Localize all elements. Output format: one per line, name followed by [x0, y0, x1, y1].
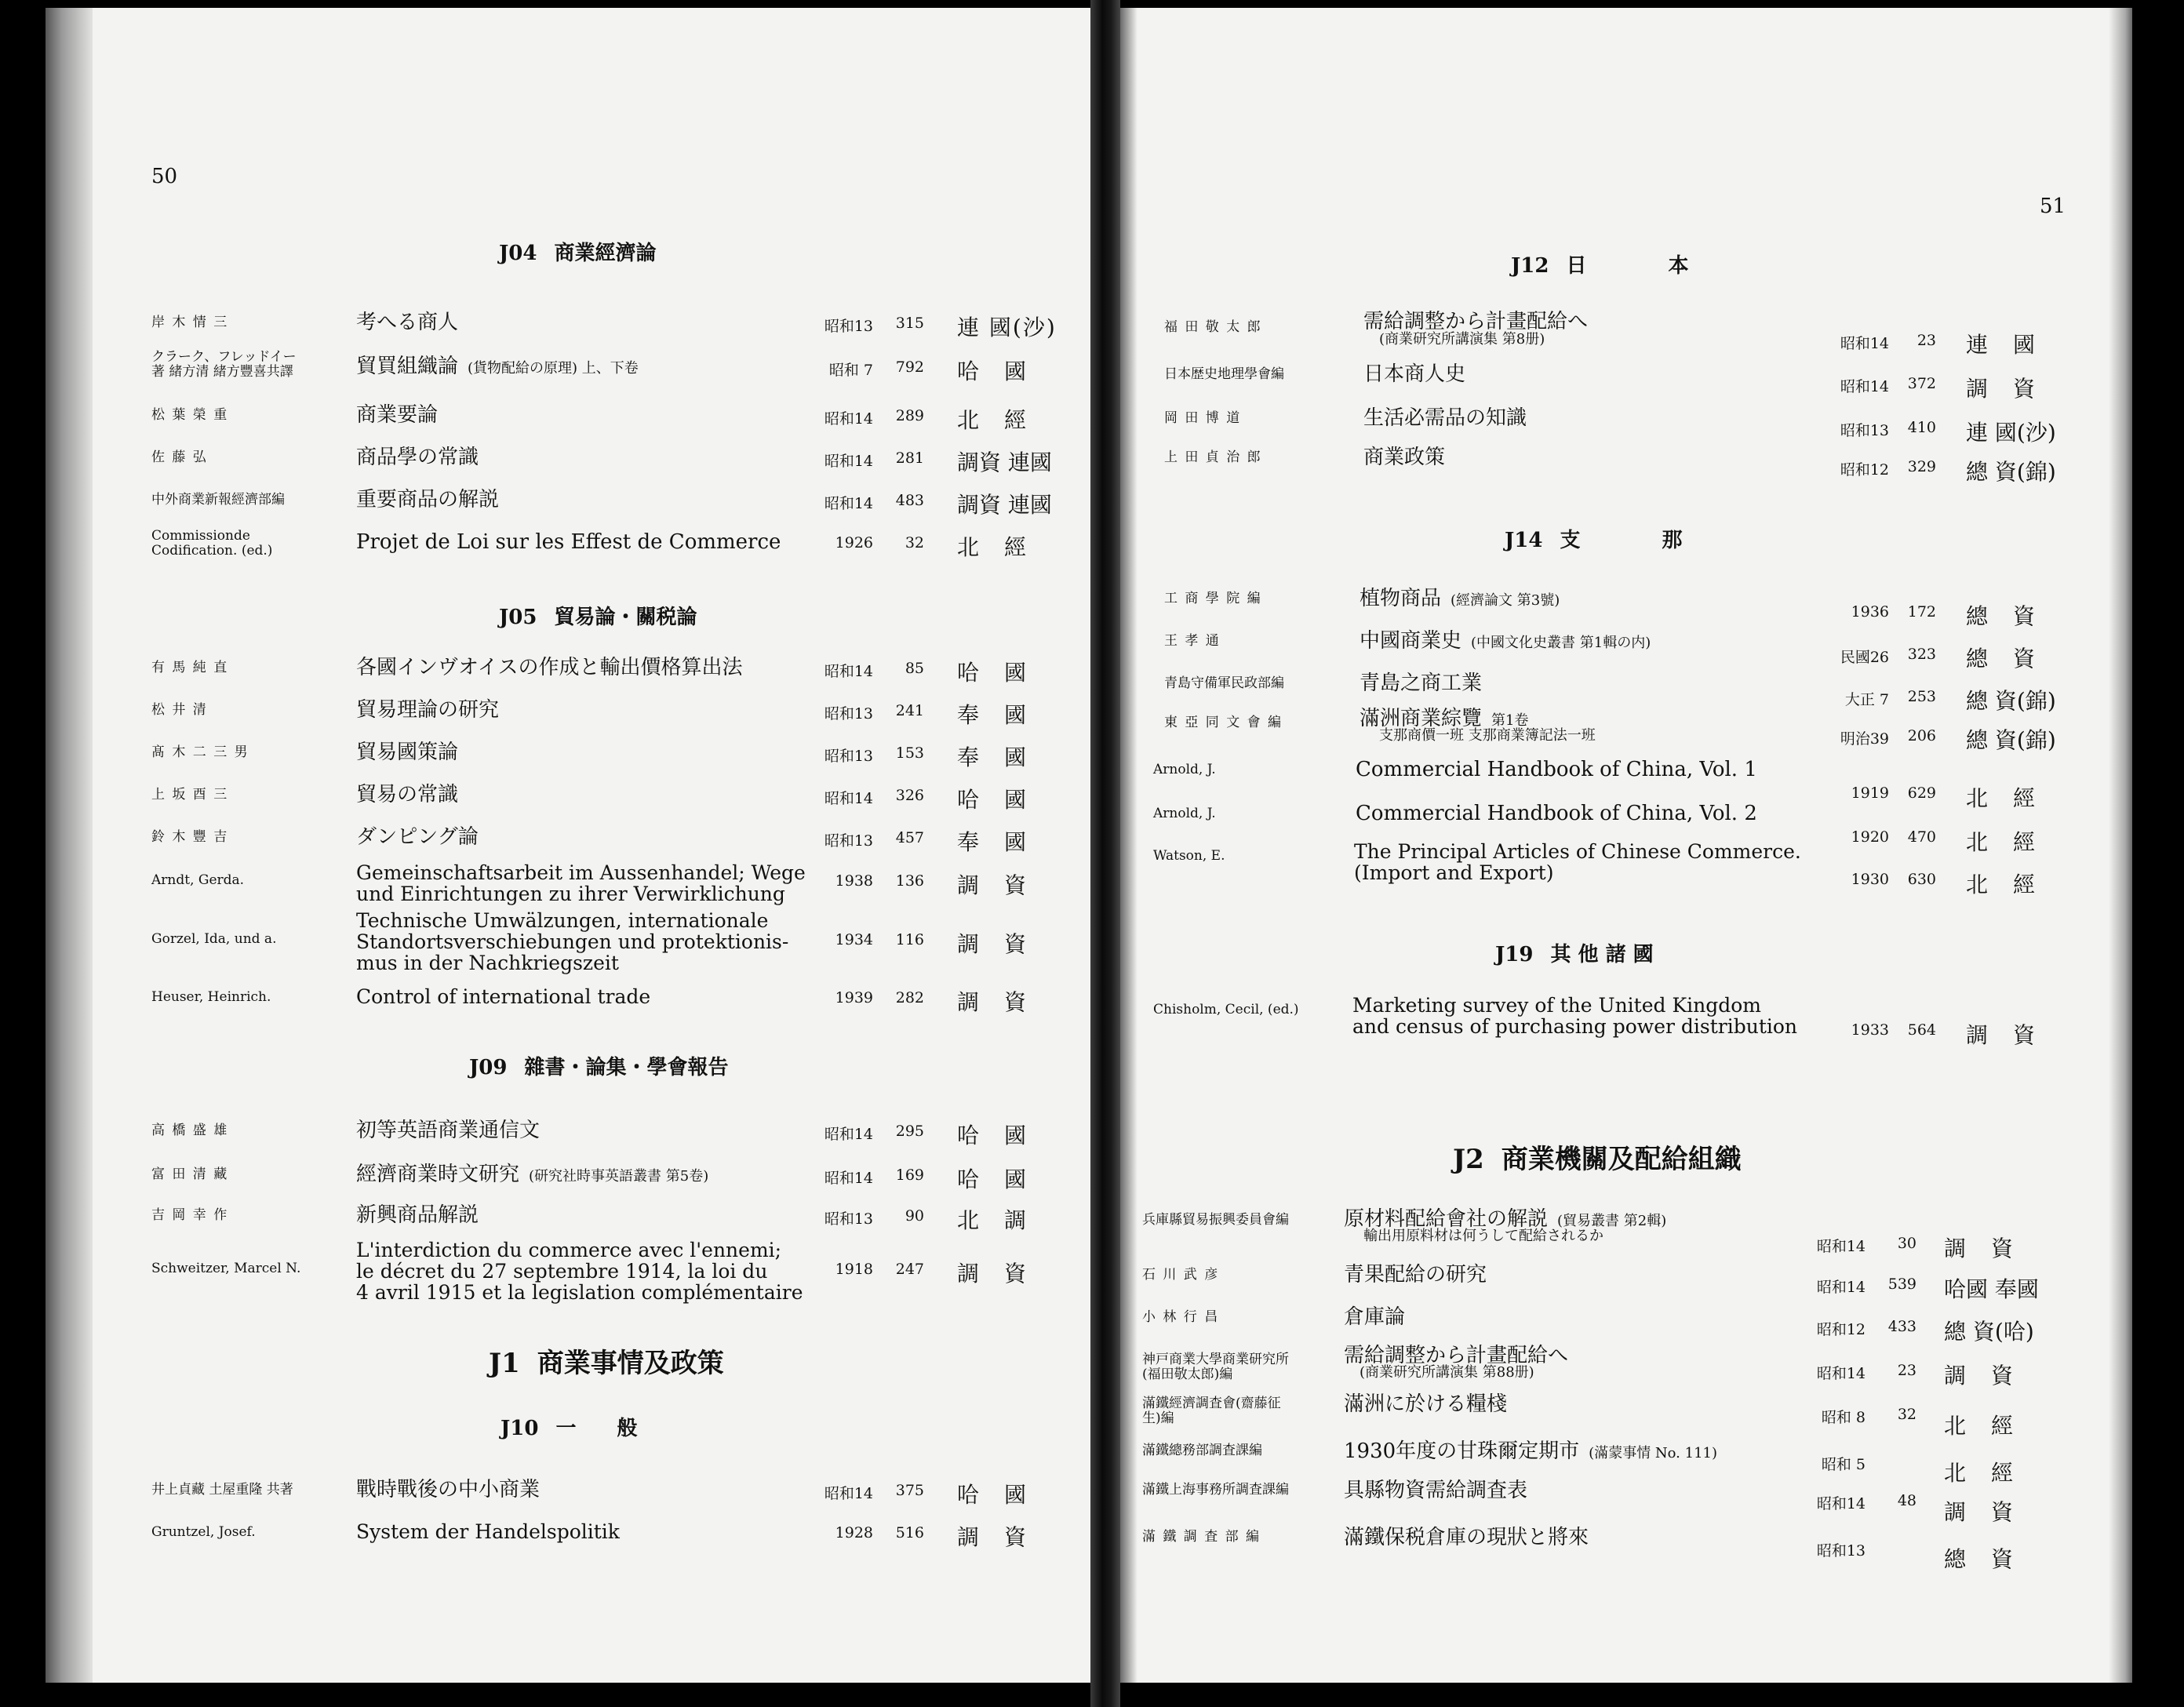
list-item	[46, 1239, 1090, 1304]
list-item	[46, 528, 1090, 560]
entry-library: 調 資	[957, 872, 1028, 898]
entry-author: 富 田 清 藏	[151, 1167, 229, 1182]
page-number: 50	[151, 165, 178, 188]
entry-year: 昭和14	[824, 663, 873, 680]
entry-subtitle: (商業研究所講演集 第88册)	[1360, 1364, 1534, 1381]
section-title: 商業經濟論	[554, 242, 657, 265]
entry-year: 1933	[1851, 1021, 1889, 1039]
entry-year: 昭和13	[824, 748, 873, 765]
entry-year: 1926	[835, 534, 873, 551]
section-title: 其 他 諸 國	[1550, 943, 1654, 966]
entry-title: 滿洲商業綜覽 第1卷	[1360, 707, 1529, 730]
entry-year: 昭和14	[1840, 335, 1889, 352]
book-spine	[1090, 0, 1120, 1707]
entry-pages: 172	[1907, 603, 1936, 621]
entry-author: Arnold, J.	[1153, 762, 1216, 777]
entry-year: 1939	[835, 989, 873, 1006]
entry-title: 原材料配給會社の解説 (貿易叢書 第2輯)	[1344, 1207, 1667, 1231]
entry-pages: 241	[895, 702, 924, 719]
entry-pages: 375	[895, 1482, 924, 1499]
entry-year: 昭和14	[824, 1485, 873, 1502]
entry-title: System der Handelspolitik	[356, 1520, 620, 1543]
list-item	[1120, 446, 2132, 485]
entry-library: 調 資	[1966, 1022, 2037, 1048]
entry-pages: 516	[895, 1524, 924, 1541]
entry-author: Heuser, Heinrich.	[151, 989, 271, 1005]
entry-pages: 329	[1907, 458, 1936, 475]
entry-pages: 23	[1897, 1362, 1916, 1379]
entry-year: 昭和14	[824, 453, 873, 470]
section-heading-J12	[1511, 249, 1689, 278]
list-item	[1120, 758, 2132, 811]
entry-year: 昭和14	[824, 1126, 873, 1143]
entry-author: 滿鐵上海事務所調査課編	[1142, 1482, 1289, 1498]
entry-pages: 153	[895, 744, 924, 762]
entry-year: 1919	[1851, 784, 1889, 802]
entry-author: 東 亞 同 文 會 編	[1164, 715, 1283, 730]
entry-title: 考へる商人	[356, 311, 459, 334]
entry-title: Commercial Handbook of China, Vol. 1	[1356, 758, 1757, 781]
entry-author: Gorzel, Ida, und a.	[151, 931, 277, 947]
entry-library: 哈 國	[957, 787, 1028, 813]
entry-year: 1934	[835, 931, 873, 948]
entry-title: 初等英語商業通信文	[356, 1119, 541, 1142]
entry-year: 昭和13	[824, 832, 873, 850]
section-heading-J05	[499, 601, 697, 630]
list-item	[1120, 1344, 2132, 1389]
entry-library: 調 資	[957, 1261, 1028, 1287]
entry-library: 奉 國	[957, 702, 1028, 728]
list-item	[46, 446, 1090, 475]
entry-author: 小 林 行 昌	[1142, 1309, 1220, 1325]
entry-library: 總 資	[1944, 1546, 2015, 1572]
entry-title: Control of international trade	[356, 985, 651, 1008]
entry-library: 北 經	[1944, 1413, 2015, 1439]
entry-year: 昭和13	[824, 318, 873, 335]
entry-title: 日本商人史	[1363, 362, 1466, 386]
entry-pages: 282	[895, 989, 924, 1006]
entry-year: 昭和14	[824, 790, 873, 807]
section-title: 支 那	[1560, 529, 1683, 552]
section-heading-J04	[499, 237, 657, 266]
entry-library: 哈 國	[957, 660, 1028, 686]
entry-pages: 470	[1907, 828, 1936, 846]
section-heading-J10	[500, 1412, 638, 1441]
list-item	[46, 349, 1090, 384]
entry-library: 調資 連國	[957, 449, 1052, 475]
entry-title: Technische Umwälzungen, internationale Standortsverschiebungen und protektionis- mus in der Nachkriegszeit	[356, 909, 789, 974]
entry-pages: 32	[1897, 1406, 1916, 1423]
entry-pages: 326	[895, 787, 924, 804]
list-item	[46, 825, 1090, 855]
entry-library: 總 資	[1966, 646, 2037, 672]
list-item	[1120, 362, 2132, 402]
entry-author: 兵庫縣貿易振興委員會編	[1142, 1212, 1289, 1228]
entry-library: 調 資	[957, 931, 1028, 957]
section-code: J12	[1511, 254, 1549, 278]
entry-author: 神戸商業大學商業研究所(福田敬太郎)編	[1142, 1352, 1289, 1382]
entry-library: 奉 國	[957, 829, 1028, 855]
entry-library: 調 資	[1944, 1499, 2015, 1525]
entry-year: 昭和13	[1816, 1542, 1866, 1560]
entry-title: 需給調整から計畫配給へ	[1363, 310, 1589, 333]
entry-library: 哈國 奉國	[1944, 1276, 2039, 1302]
section-code: J19	[1495, 943, 1534, 966]
list-item	[46, 783, 1090, 813]
entry-title: 戰時戰後の中小商業	[356, 1478, 541, 1501]
list-item	[1120, 994, 2132, 1048]
list-item	[46, 656, 1090, 686]
section-title: 商業機關及配給組織	[1501, 1144, 1742, 1175]
entry-library: 調 資	[957, 989, 1028, 1015]
list-item	[1120, 310, 2132, 358]
entry-title: The Principal Articles of Chinese Commerce. (Import and Export)	[1354, 840, 1801, 884]
entry-year: 昭和14	[1816, 1238, 1866, 1255]
left-page	[46, 8, 1090, 1683]
entry-title: 貿易國策論	[356, 741, 459, 764]
entry-year: 1936	[1851, 603, 1889, 621]
entry-library: 總 資(哈)	[1944, 1319, 2034, 1345]
entry-pages: 136	[895, 872, 924, 890]
entry-library: 北 經	[1966, 785, 2037, 811]
entry-pages: 281	[895, 449, 924, 467]
entry-author: 日本歴史地理學會編	[1164, 366, 1284, 382]
entry-title: 青果配給の研究	[1344, 1263, 1487, 1287]
list-item	[1120, 1439, 2132, 1486]
entry-year: 昭和 8	[1821, 1409, 1866, 1426]
section-code: J2	[1453, 1144, 1484, 1175]
entry-title: 新興商品解説	[356, 1203, 479, 1227]
list-item	[46, 488, 1090, 518]
entry-library: 總 資(錦)	[1966, 459, 2056, 485]
entry-title: 重要商品の解説	[356, 488, 500, 511]
entry-author: クラーク、フレッドイー著 緒方清 緒方豐喜共譯	[151, 349, 297, 380]
entry-pages: 410	[1907, 419, 1936, 436]
section-code: J04	[499, 242, 537, 265]
entry-year: 1928	[835, 1524, 873, 1541]
entry-title: 滿洲に於ける糧棧	[1344, 1392, 1508, 1416]
entry-year: 1918	[835, 1261, 873, 1278]
section-code: J09	[469, 1056, 508, 1079]
entry-library: 哈 國	[957, 1167, 1028, 1192]
section-code: J14	[1505, 529, 1543, 552]
entry-author: 上 田 貞 治 郎	[1164, 449, 1262, 465]
list-item	[46, 1119, 1090, 1148]
entry-author: 石 川 武 彦	[1142, 1267, 1220, 1283]
entry-pages: 253	[1907, 688, 1936, 705]
entry-pages: 792	[895, 359, 924, 376]
entry-author: 上 坂 酉 三	[151, 787, 229, 803]
entry-author: 王 孝 通	[1164, 633, 1221, 649]
list-item	[46, 311, 1090, 340]
list-item	[46, 861, 1090, 905]
entry-library: 調 資	[1944, 1236, 2015, 1261]
entry-library: 調 資	[957, 1524, 1028, 1550]
entry-pages: 23	[1916, 332, 1936, 349]
list-item	[46, 1163, 1090, 1192]
entry-pages: 433	[1887, 1318, 1916, 1335]
entry-year: 昭和13	[824, 1210, 873, 1228]
entry-year: 大正 7	[1844, 691, 1889, 708]
entry-library: 北 經	[1966, 829, 2037, 855]
section-heading-J2	[1453, 1137, 1742, 1176]
entry-author: 工 商 學 院 編	[1164, 591, 1262, 606]
entry-year: 昭和14	[824, 1170, 873, 1187]
entry-author: 中外商業新報經濟部編	[151, 492, 285, 508]
section-title: 一 般	[555, 1417, 638, 1440]
entry-year: 昭和 5	[1821, 1456, 1866, 1473]
entry-author: 福 田 敬 太 郎	[1164, 319, 1262, 335]
entry-pages: 206	[1907, 727, 1936, 744]
entry-year: 昭和13	[1840, 422, 1889, 439]
entry-author: Commissionde Codification. (ed.)	[151, 528, 273, 559]
entry-title: 商品學の常識	[356, 446, 479, 469]
entry-year: 昭和14	[824, 495, 873, 512]
entry-year: 1930	[1851, 871, 1889, 888]
entry-pages: 323	[1907, 646, 1936, 663]
entry-author: 井上貞藏 土屋重隆 共著	[151, 1482, 293, 1498]
entry-author: 松 葉 榮 重	[151, 407, 229, 423]
entry-title: 貿易理論の研究	[356, 698, 500, 722]
entry-author: 滿 鐵 調 査 部 編	[1142, 1529, 1261, 1545]
entry-subtitle: 輸出用原料材は何うして配給されるか	[1363, 1228, 1603, 1244]
entry-title: Commercial Handbook of China, Vol. 2	[1356, 802, 1757, 825]
entry-subtitle: (商業研究所講演集 第8册)	[1379, 331, 1545, 348]
entry-library: 調 資	[1966, 376, 2037, 402]
entry-author: 岡 田 博 道	[1164, 410, 1242, 426]
entry-title: Gemeinschaftsarbeit im Aussenhandel; Wege und Einrichtungen zu ihrer Verwirklichung	[356, 861, 806, 905]
entry-author: 高 橋 盛 雄	[151, 1123, 229, 1138]
section-title: 雜書・論集・學會報告	[524, 1056, 729, 1079]
section-code: J05	[499, 606, 537, 629]
entry-title: 貿易の常識	[356, 783, 459, 806]
entry-year: 民國26	[1840, 649, 1889, 666]
entry-title: 生活必需品の知識	[1363, 406, 1527, 430]
entry-year: 昭和12	[1816, 1321, 1866, 1338]
right-page	[1120, 8, 2132, 1683]
section-title: 商業事情及政策	[537, 1348, 724, 1379]
entry-library: 北 調	[957, 1207, 1028, 1233]
page-number: 51	[2040, 195, 2066, 218]
entry-pages: 247	[895, 1261, 924, 1278]
entry-author: 岸 木 情 三	[151, 315, 229, 330]
list-item	[46, 1203, 1090, 1233]
entry-year: 昭和14	[1816, 1495, 1866, 1512]
entry-pages: 169	[895, 1167, 924, 1184]
list-item	[46, 741, 1090, 770]
entry-author: Chisholm, Cecil, (ed.)	[1153, 1002, 1299, 1017]
entry-library: 哈 國	[957, 1482, 1028, 1508]
list-item	[1120, 406, 2132, 446]
list-item	[1120, 1305, 2132, 1345]
entry-title: 滿鐵保税倉庫の現狀と將來	[1344, 1526, 1589, 1549]
section-heading-J19	[1495, 938, 1654, 967]
entry-title: 中國商業史 (中國文化史叢書 第1輯の内)	[1360, 629, 1651, 653]
entry-title: Projet de Loi sur les Effest de Commerce	[356, 530, 781, 554]
entry-author: 松 井 清	[151, 702, 208, 718]
entry-title: 具縣物資需給調査表	[1344, 1479, 1528, 1502]
entry-library: 北 經	[1966, 872, 2037, 897]
entry-year: 昭和 7	[828, 362, 873, 379]
entry-title: 商業要論	[356, 403, 439, 427]
entry-title: 商業政策	[1363, 446, 1446, 469]
section-title: 日 本	[1566, 254, 1689, 278]
entry-library: 連 國	[1966, 332, 2037, 358]
entry-title: L'interdiction du commerce avec l'ennemi; le décret du 27 septembre 1914, la loi du 4 avril 1915 et la legislation complémentaire	[356, 1239, 803, 1304]
entry-pages: 295	[895, 1123, 924, 1140]
entry-library: 調 資	[1944, 1363, 2015, 1389]
entry-year: 昭和14	[824, 410, 873, 428]
list-item	[46, 909, 1090, 974]
entry-author: 吉 岡 幸 作	[151, 1207, 229, 1223]
entry-pages: 564	[1907, 1021, 1936, 1039]
entry-pages: 372	[1907, 375, 1936, 392]
entry-pages: 483	[895, 492, 924, 509]
entry-title: 各國インヴオイスの作成と輸出價格算出法	[356, 656, 743, 679]
entry-author: 滿鐵經濟調査會(齋藤征生)編	[1142, 1396, 1281, 1426]
entry-library: 連 國(沙)	[957, 315, 1057, 340]
entry-year: 昭和14	[1816, 1365, 1866, 1382]
entry-library: 調資 連國	[957, 492, 1052, 518]
entry-library: 北 經	[957, 534, 1028, 560]
list-item	[46, 985, 1090, 1015]
entry-year: 昭和13	[824, 705, 873, 722]
entry-year: 1938	[835, 872, 873, 890]
entry-author: 青島守備軍民政部編	[1164, 675, 1284, 691]
entry-author: Watson, E.	[1153, 848, 1225, 864]
section-heading-J1	[489, 1341, 724, 1380]
entry-author: Arnold, J.	[1153, 806, 1216, 821]
entry-library: 總 資(錦)	[1966, 688, 2056, 714]
entry-library: 北 經	[1944, 1460, 2015, 1486]
list-item	[1120, 1392, 2132, 1439]
section-heading-J14	[1505, 524, 1683, 553]
entry-pages: 90	[905, 1207, 924, 1225]
entry-pages: 48	[1897, 1492, 1916, 1509]
entry-pages: 30	[1897, 1235, 1916, 1252]
entry-author: 髙 木 二 三 男	[151, 744, 249, 760]
entry-pages: 116	[895, 931, 924, 948]
entry-library: 奉 國	[957, 744, 1028, 770]
list-item	[1120, 587, 2132, 629]
entry-library: 哈 國	[957, 359, 1028, 384]
list-item	[46, 698, 1090, 728]
entry-year: 明治39	[1840, 730, 1889, 748]
entry-library: 連 國(沙)	[1966, 420, 2056, 446]
entry-author: Schweitzer, Marcel N.	[151, 1261, 301, 1276]
entry-title: ダンピング論	[356, 825, 479, 849]
section-title: 貿易論・關税論	[554, 606, 697, 629]
entry-library: 北 經	[957, 407, 1028, 433]
entry-pages: 315	[895, 315, 924, 332]
list-item	[46, 403, 1090, 433]
entry-library: 總 資	[1966, 603, 2037, 629]
list-item	[1120, 707, 2132, 753]
list-item	[1120, 1479, 2132, 1525]
entry-library: 總 資(錦)	[1966, 727, 2056, 753]
entry-title: 1930年度の甘珠爾定期市 (滿蒙事情 No. 111)	[1344, 1439, 1718, 1463]
entry-pages: 289	[895, 407, 924, 424]
entry-title: 需給調整から計畫配給へ	[1344, 1344, 1569, 1367]
entry-title: 青島之商工業	[1360, 672, 1483, 695]
entry-author: 佐 藤 弘	[151, 449, 208, 465]
list-item	[1120, 1207, 2132, 1261]
entry-pages: 630	[1907, 871, 1936, 888]
entry-author: 有 馬 純 直	[151, 660, 229, 675]
section-code: J1	[489, 1348, 520, 1379]
list-item	[46, 1520, 1090, 1550]
entry-year: 1920	[1851, 828, 1889, 846]
entry-pages: 629	[1907, 784, 1936, 802]
list-item	[46, 1478, 1090, 1508]
entry-pages: 539	[1887, 1276, 1916, 1293]
section-heading-J09	[469, 1051, 729, 1080]
entry-pages: 85	[905, 660, 924, 677]
entry-author: Arndt, Gerda.	[151, 872, 245, 888]
entry-title: 貿買組織論 (貨物配給の原理) 上、下卷	[356, 355, 639, 378]
entry-title: 植物商品 (經濟論文 第3號)	[1360, 587, 1560, 610]
entry-author: Gruntzel, Josef.	[151, 1524, 256, 1540]
entry-title: 倉庫論	[1344, 1305, 1406, 1329]
entry-year: 昭和14	[1816, 1279, 1866, 1296]
entry-year: 昭和14	[1840, 378, 1889, 395]
entry-year: 昭和12	[1840, 461, 1889, 479]
list-item	[1120, 802, 2132, 855]
list-item	[1120, 1526, 2132, 1572]
entry-title: 經濟商業時文研究 (研究社時事英語叢書 第5卷)	[356, 1163, 709, 1186]
entry-subtitle: 支那商價一班 支那商業簿記法一班	[1379, 727, 1596, 744]
entry-pages: 32	[905, 534, 924, 551]
entry-library: 哈 國	[957, 1123, 1028, 1148]
list-item	[1120, 672, 2132, 714]
entry-author: 鈴 木 豐 吉	[151, 829, 229, 845]
section-code: J10	[500, 1417, 539, 1440]
entry-title: Marketing survey of the United Kingdom and census of purchasing power distribution	[1352, 994, 1798, 1038]
entry-author: 滿鐵總務部調査課編	[1142, 1443, 1262, 1458]
entry-pages: 457	[895, 829, 924, 846]
